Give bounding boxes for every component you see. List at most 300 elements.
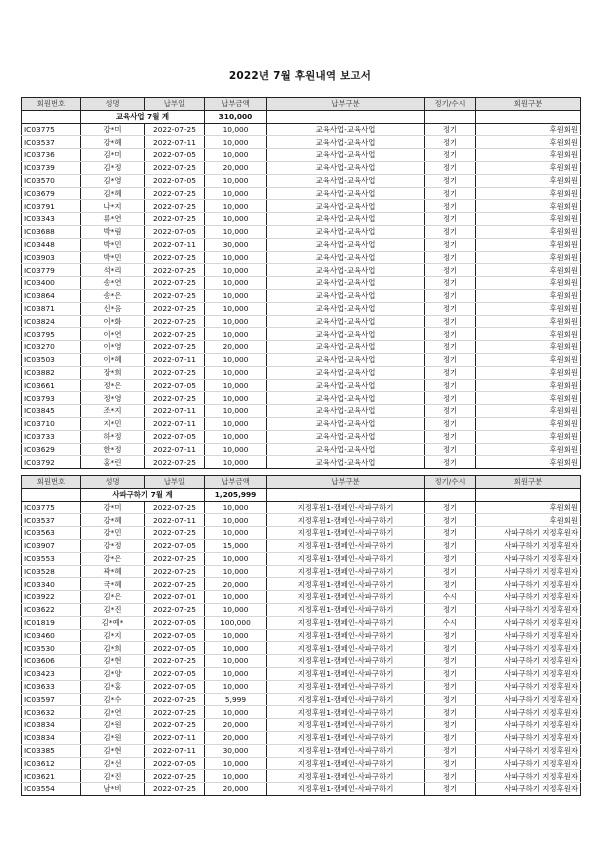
pay-date-cell: 2022-07-25	[145, 565, 205, 578]
regular-cell: 정기	[425, 757, 476, 770]
member-type-cell: 사파구하기 지정후원자	[476, 616, 581, 629]
table-row	[22, 629, 581, 642]
regular-cell: 정기	[425, 187, 476, 200]
amount-cell: 10,000	[205, 655, 267, 668]
regular-cell: 정기	[425, 514, 476, 527]
amount-cell: 10,000	[205, 328, 267, 341]
regular-cell: 정기	[425, 539, 476, 552]
amount-cell: 10,000	[205, 501, 267, 514]
name-cell: 정*영	[81, 392, 145, 405]
table-row	[22, 302, 581, 315]
pay-date-cell: 2022-07-25	[145, 187, 205, 200]
member-type-cell: 사파구하기 지정후원자	[476, 744, 581, 757]
pay-date-cell: 2022-07-11	[145, 443, 205, 456]
pay-type-cell: 지정후원1-캠페인-사파구하기	[267, 565, 425, 578]
pay-date-cell: 2022-07-05	[145, 379, 205, 392]
pay-date-cell: 2022-07-05	[145, 642, 205, 655]
pay-type-cell: 지정후원1-캠페인-사파구하기	[267, 731, 425, 744]
name-cell: 강*민	[81, 527, 145, 540]
pay-type-cell: 지정후원1-캠페인-사파구하기	[267, 719, 425, 732]
table-row	[22, 456, 581, 469]
pay-type-cell: 지정후원1-캠페인-사파구하기	[267, 783, 425, 796]
table-row	[22, 225, 581, 238]
amount-cell: 10,000	[205, 591, 267, 604]
pay-date-cell: 2022-07-11	[145, 744, 205, 757]
name-cell: 석*리	[81, 264, 145, 277]
name-cell: 장*희	[81, 366, 145, 379]
header-regular: 정기/수시	[425, 98, 476, 111]
pay-date-cell: 2022-07-25	[145, 706, 205, 719]
pay-date-cell: 2022-07-25	[145, 251, 205, 264]
table-row	[22, 161, 581, 174]
member-type-cell: 후원회원	[476, 315, 581, 328]
member-type-cell: 사파구하기 지정후원자	[476, 565, 581, 578]
member-type-cell: 후원회원	[476, 501, 581, 514]
member-id-cell: IC03448	[22, 238, 81, 251]
name-cell: 이*연	[81, 328, 145, 341]
pay-type-cell: 지정후원1-캠페인-사파구하기	[267, 770, 425, 783]
pay-type-cell: 지정후원1-캠페인-사파구하기	[267, 539, 425, 552]
member-type-cell: 후원회원	[476, 238, 581, 251]
pay-date-cell: 2022-07-11	[145, 417, 205, 430]
amount-cell: 10,000	[205, 277, 267, 290]
regular-cell: 정기	[425, 341, 476, 354]
pay-date-cell: 2022-07-25	[145, 161, 205, 174]
pay-type-cell: 지정후원1-캠페인-사파구하기	[267, 655, 425, 668]
header-member-type: 회원구분	[476, 476, 581, 489]
regular-cell: 정기	[425, 161, 476, 174]
member-id-cell: IC03554	[22, 783, 81, 796]
pay-date-cell: 2022-07-25	[145, 603, 205, 616]
member-type-cell: 후원회원	[476, 405, 581, 418]
amount-cell: 10,000	[205, 353, 267, 366]
subtotal-label: 사파구하기 7월 계	[81, 488, 205, 501]
regular-cell: 정기	[425, 719, 476, 732]
regular-cell: 정기	[425, 731, 476, 744]
name-cell: 박*림	[81, 225, 145, 238]
amount-cell: 10,000	[205, 770, 267, 783]
table-row	[22, 417, 581, 430]
subtotal-row	[22, 110, 581, 123]
pay-type-cell: 교육사업-교육사업	[267, 187, 425, 200]
pay-date-cell: 2022-07-05	[145, 680, 205, 693]
name-cell: 나*지	[81, 200, 145, 213]
regular-cell: 정기	[425, 315, 476, 328]
member-id-cell: IC03612	[22, 757, 81, 770]
member-id-cell: IC03270	[22, 341, 81, 354]
pay-type-cell: 지정후원1-캠페인-사파구하기	[267, 693, 425, 706]
member-id-cell: IC03606	[22, 655, 81, 668]
name-cell: 김*현	[81, 655, 145, 668]
regular-cell: 정기	[425, 770, 476, 783]
pay-date-cell: 2022-07-05	[145, 174, 205, 187]
name-cell: 남*비	[81, 783, 145, 796]
pay-type-cell: 지정후원1-캠페인-사파구하기	[267, 629, 425, 642]
table-header-row	[22, 476, 581, 489]
member-type-cell: 후원회원	[476, 417, 581, 430]
pay-type-cell: 지정후원1-캠페인-사파구하기	[267, 527, 425, 540]
amount-cell: 10,000	[205, 405, 267, 418]
member-id-cell: IC03400	[22, 277, 81, 290]
name-cell: 이*혜	[81, 353, 145, 366]
member-type-cell: 후원회원	[476, 443, 581, 456]
regular-cell: 정기	[425, 680, 476, 693]
pay-date-cell: 2022-07-25	[145, 200, 205, 213]
pay-date-cell: 2022-07-25	[145, 527, 205, 540]
name-cell: 김*원	[81, 719, 145, 732]
table-row	[22, 706, 581, 719]
member-type-cell: 후원회원	[476, 174, 581, 187]
pay-type-cell: 교육사업-교육사업	[267, 379, 425, 392]
header-amount: 납부금액	[205, 476, 267, 489]
member-id-cell: IC03688	[22, 225, 81, 238]
pay-type-cell: 교육사업-교육사업	[267, 366, 425, 379]
table-row	[22, 366, 581, 379]
name-cell: 김*선	[81, 757, 145, 770]
pay-date-cell: 2022-07-25	[145, 264, 205, 277]
name-cell: 김*미	[81, 149, 145, 162]
member-id-cell: IC03528	[22, 565, 81, 578]
member-id-cell: IC03922	[22, 591, 81, 604]
amount-cell: 10,000	[205, 565, 267, 578]
regular-cell: 정기	[425, 744, 476, 757]
regular-cell: 정기	[425, 443, 476, 456]
name-cell: 강*혜	[81, 136, 145, 149]
regular-cell: 정기	[425, 264, 476, 277]
pay-type-cell: 교육사업-교육사업	[267, 200, 425, 213]
member-id-cell: IC03871	[22, 302, 81, 315]
member-id-cell: IC03563	[22, 527, 81, 540]
member-type-cell: 사파구하기 지정후원자	[476, 693, 581, 706]
member-type-cell: 후원회원	[476, 289, 581, 302]
amount-cell: 10,000	[205, 603, 267, 616]
member-id-cell: IC03537	[22, 514, 81, 527]
table-row	[22, 731, 581, 744]
pay-type-cell: 지정후원1-캠페인-사파구하기	[267, 591, 425, 604]
name-cell: 김*희	[81, 642, 145, 655]
regular-cell: 정기	[425, 603, 476, 616]
table-row	[22, 783, 581, 796]
name-cell: 홍*린	[81, 456, 145, 469]
amount-cell: 10,000	[205, 443, 267, 456]
name-cell: 이*영	[81, 341, 145, 354]
amount-cell: 100,000	[205, 616, 267, 629]
regular-cell: 정기	[425, 277, 476, 290]
amount-cell: 10,000	[205, 514, 267, 527]
amount-cell: 10,000	[205, 417, 267, 430]
regular-cell: 정기	[425, 328, 476, 341]
table-row	[22, 315, 581, 328]
pay-type-cell: 지정후원1-캠페인-사파구하기	[267, 616, 425, 629]
name-cell: 박*민	[81, 251, 145, 264]
member-type-cell: 사파구하기 지정후원자	[476, 757, 581, 770]
amount-cell: 10,000	[205, 552, 267, 565]
name-cell: 김*진	[81, 770, 145, 783]
name-cell: 강*미	[81, 501, 145, 514]
regular-cell: 정기	[425, 149, 476, 162]
header-member-id: 회원번호	[22, 98, 81, 111]
table-row	[22, 757, 581, 770]
table-row	[22, 277, 581, 290]
amount-cell: 10,000	[205, 200, 267, 213]
member-type-cell: 후원회원	[476, 213, 581, 226]
regular-cell: 정기	[425, 200, 476, 213]
name-cell: 강*미	[81, 123, 145, 136]
table-row	[22, 744, 581, 757]
regular-cell: 정기	[425, 379, 476, 392]
pay-type-cell: 교육사업-교육사업	[267, 277, 425, 290]
member-type-cell: 사파구하기 지정후원자	[476, 770, 581, 783]
amount-cell: 10,000	[205, 123, 267, 136]
member-id-cell: IC03775	[22, 501, 81, 514]
pay-type-cell: 지정후원1-캠페인-사파구하기	[267, 680, 425, 693]
table-row	[22, 565, 581, 578]
member-id-cell: IC03834	[22, 731, 81, 744]
regular-cell: 정기	[425, 642, 476, 655]
pay-type-cell: 교육사업-교육사업	[267, 289, 425, 302]
name-cell: 국*혜	[81, 578, 145, 591]
table-row	[22, 603, 581, 616]
pay-type-cell: 지정후원1-캠페인-사파구하기	[267, 501, 425, 514]
name-cell: 조*지	[81, 405, 145, 418]
regular-cell: 정기	[425, 213, 476, 226]
member-type-cell: 사파구하기 지정후원자	[476, 783, 581, 796]
pay-date-cell: 2022-07-25	[145, 302, 205, 315]
amount-cell: 10,000	[205, 187, 267, 200]
member-type-cell: 후원회원	[476, 379, 581, 392]
member-id-cell: IC03882	[22, 366, 81, 379]
regular-cell: 정기	[425, 289, 476, 302]
pay-type-cell: 교육사업-교육사업	[267, 123, 425, 136]
member-type-cell: 사파구하기 지정후원자	[476, 629, 581, 642]
member-id-cell: IC03503	[22, 353, 81, 366]
member-id-cell: IC03621	[22, 770, 81, 783]
pay-type-cell: 교육사업-교육사업	[267, 238, 425, 251]
member-id-cell: IC03793	[22, 392, 81, 405]
table-row	[22, 430, 581, 443]
member-type-cell: 후원회원	[476, 302, 581, 315]
member-id-cell: IC03622	[22, 603, 81, 616]
amount-cell: 20,000	[205, 161, 267, 174]
member-type-cell: 사파구하기 지정후원자	[476, 667, 581, 680]
pay-type-cell: 교육사업-교육사업	[267, 353, 425, 366]
table-row	[22, 539, 581, 552]
pay-type-cell: 교육사업-교육사업	[267, 161, 425, 174]
amount-cell: 5,999	[205, 693, 267, 706]
table-row	[22, 655, 581, 668]
table-header-row	[22, 98, 581, 111]
member-id-cell: IC03553	[22, 552, 81, 565]
pay-date-cell: 2022-07-25	[145, 392, 205, 405]
table-row	[22, 405, 581, 418]
amount-cell: 10,000	[205, 251, 267, 264]
regular-cell: 정기	[425, 456, 476, 469]
regular-cell: 정기	[425, 353, 476, 366]
amount-cell: 10,000	[205, 392, 267, 405]
name-cell: 김*지	[81, 629, 145, 642]
table-row	[22, 719, 581, 732]
pay-type-cell: 교육사업-교육사업	[267, 174, 425, 187]
regular-cell: 정기	[425, 501, 476, 514]
regular-cell: 정기	[425, 578, 476, 591]
member-type-cell: 후원회원	[476, 136, 581, 149]
header-regular: 정기/수시	[425, 476, 476, 489]
name-cell: 김*혜	[81, 187, 145, 200]
pay-type-cell: 교육사업-교육사업	[267, 315, 425, 328]
table-row	[22, 527, 581, 540]
member-id-cell: IC03792	[22, 456, 81, 469]
header-amount: 납부금액	[205, 98, 267, 111]
name-cell: 정*은	[81, 379, 145, 392]
pay-date-cell: 2022-07-11	[145, 514, 205, 527]
name-cell: 강*은	[81, 552, 145, 565]
name-cell: 류*연	[81, 213, 145, 226]
name-cell: 곽*혜	[81, 565, 145, 578]
member-type-cell: 후원회원	[476, 200, 581, 213]
regular-cell: 정기	[425, 392, 476, 405]
amount-cell: 10,000	[205, 706, 267, 719]
header-name: 성명	[81, 98, 145, 111]
table-row	[22, 289, 581, 302]
regular-cell: 정기	[425, 693, 476, 706]
name-cell: 김*정	[81, 161, 145, 174]
pay-date-cell: 2022-07-05	[145, 629, 205, 642]
member-id-cell: IC03530	[22, 642, 81, 655]
member-type-cell: 사파구하기 지정후원자	[476, 603, 581, 616]
member-id-cell: IC03632	[22, 706, 81, 719]
pay-type-cell: 교육사업-교육사업	[267, 149, 425, 162]
name-cell: 송*연	[81, 277, 145, 290]
subtotal-row	[22, 488, 581, 501]
name-cell: 신*음	[81, 302, 145, 315]
name-cell: 박*민	[81, 238, 145, 251]
pay-type-cell: 교육사업-교육사업	[267, 443, 425, 456]
pay-date-cell: 2022-07-25	[145, 770, 205, 783]
member-id-cell: IC03775	[22, 123, 81, 136]
regular-cell: 정기	[425, 527, 476, 540]
table-row	[22, 578, 581, 591]
header-member-type: 회원구분	[476, 98, 581, 111]
pay-type-cell: 교육사업-교육사업	[267, 328, 425, 341]
table-row	[22, 642, 581, 655]
education-table-body	[22, 98, 581, 469]
member-type-cell: 사파구하기 지정후원자	[476, 680, 581, 693]
pay-type-cell: 지정후원1-캠페인-사파구하기	[267, 514, 425, 527]
table-row	[22, 680, 581, 693]
pay-date-cell: 2022-07-11	[145, 353, 205, 366]
member-type-cell: 후원회원	[476, 514, 581, 527]
pay-date-cell: 2022-07-25	[145, 456, 205, 469]
regular-cell: 정기	[425, 706, 476, 719]
member-id-cell: IC03824	[22, 315, 81, 328]
name-cell: 하*정	[81, 430, 145, 443]
table-row	[22, 693, 581, 706]
amount-cell: 20,000	[205, 341, 267, 354]
amount-cell: 10,000	[205, 213, 267, 226]
member-type-cell: 사파구하기 지정후원자	[476, 719, 581, 732]
regular-cell: 정기	[425, 405, 476, 418]
table-row	[22, 667, 581, 680]
amount-cell: 10,000	[205, 629, 267, 642]
member-id-cell: IC03791	[22, 200, 81, 213]
subtotal-amount: 310,000	[205, 110, 267, 123]
pay-type-cell: 교육사업-교육사업	[267, 456, 425, 469]
member-id-cell: IC03629	[22, 443, 81, 456]
member-id-cell: IC03795	[22, 328, 81, 341]
pay-type-cell: 지정후원1-캠페인-사파구하기	[267, 578, 425, 591]
amount-cell: 20,000	[205, 578, 267, 591]
member-id-cell: IC03679	[22, 187, 81, 200]
amount-cell: 10,000	[205, 757, 267, 770]
sapa-donation-table	[21, 475, 581, 796]
name-cell: 김*원	[81, 731, 145, 744]
regular-cell: 정기	[425, 302, 476, 315]
amount-cell: 30,000	[205, 744, 267, 757]
pay-date-cell: 2022-07-25	[145, 315, 205, 328]
pay-type-cell: 지정후원1-캠페인-사파구하기	[267, 706, 425, 719]
member-id-cell: IC03739	[22, 161, 81, 174]
member-type-cell: 사파구하기 지정후원자	[476, 642, 581, 655]
table-row	[22, 238, 581, 251]
member-type-cell: 사파구하기 지정후원자	[476, 655, 581, 668]
name-cell: 김*연	[81, 706, 145, 719]
table-row	[22, 379, 581, 392]
member-type-cell: 후원회원	[476, 430, 581, 443]
pay-date-cell: 2022-07-05	[145, 616, 205, 629]
amount-cell: 10,000	[205, 366, 267, 379]
report-title: 2022년 7월 후원내역 보고서	[228, 70, 372, 82]
member-type-cell: 후원회원	[476, 366, 581, 379]
pay-type-cell: 교육사업-교육사업	[267, 302, 425, 315]
pay-date-cell: 2022-07-05	[145, 149, 205, 162]
amount-cell: 10,000	[205, 315, 267, 328]
regular-cell: 정기	[425, 783, 476, 796]
header-pay-type: 납부구분	[267, 476, 425, 489]
member-type-cell: 후원회원	[476, 392, 581, 405]
pay-date-cell: 2022-07-11	[145, 238, 205, 251]
table-row	[22, 200, 581, 213]
table-row	[22, 328, 581, 341]
pay-type-cell: 지정후원1-캠페인-사파구하기	[267, 603, 425, 616]
table-row	[22, 123, 581, 136]
member-id-cell: IC03597	[22, 693, 81, 706]
amount-cell: 10,000	[205, 430, 267, 443]
name-cell: 강*정	[81, 539, 145, 552]
pay-type-cell: 지정후원1-캠페인-사파구하기	[267, 667, 425, 680]
member-type-cell: 후원회원	[476, 341, 581, 354]
amount-cell: 10,000	[205, 642, 267, 655]
regular-cell: 정기	[425, 430, 476, 443]
header-name: 성명	[81, 476, 145, 489]
pay-date-cell: 2022-07-25	[145, 277, 205, 290]
table-row	[22, 770, 581, 783]
amount-cell: 20,000	[205, 783, 267, 796]
pay-date-cell: 2022-07-25	[145, 693, 205, 706]
name-cell: 김*홍	[81, 680, 145, 693]
name-cell: 강*혜	[81, 514, 145, 527]
regular-cell: 정기	[425, 629, 476, 642]
member-id-cell: IC03661	[22, 379, 81, 392]
member-id-cell: IC03460	[22, 629, 81, 642]
amount-cell: 10,000	[205, 264, 267, 277]
table-row	[22, 514, 581, 527]
pay-date-cell: 2022-07-25	[145, 366, 205, 379]
amount-cell: 10,000	[205, 667, 267, 680]
amount-cell: 10,000	[205, 289, 267, 302]
member-type-cell: 후원회원	[476, 123, 581, 136]
member-id-cell: IC03710	[22, 417, 81, 430]
table-row	[22, 392, 581, 405]
